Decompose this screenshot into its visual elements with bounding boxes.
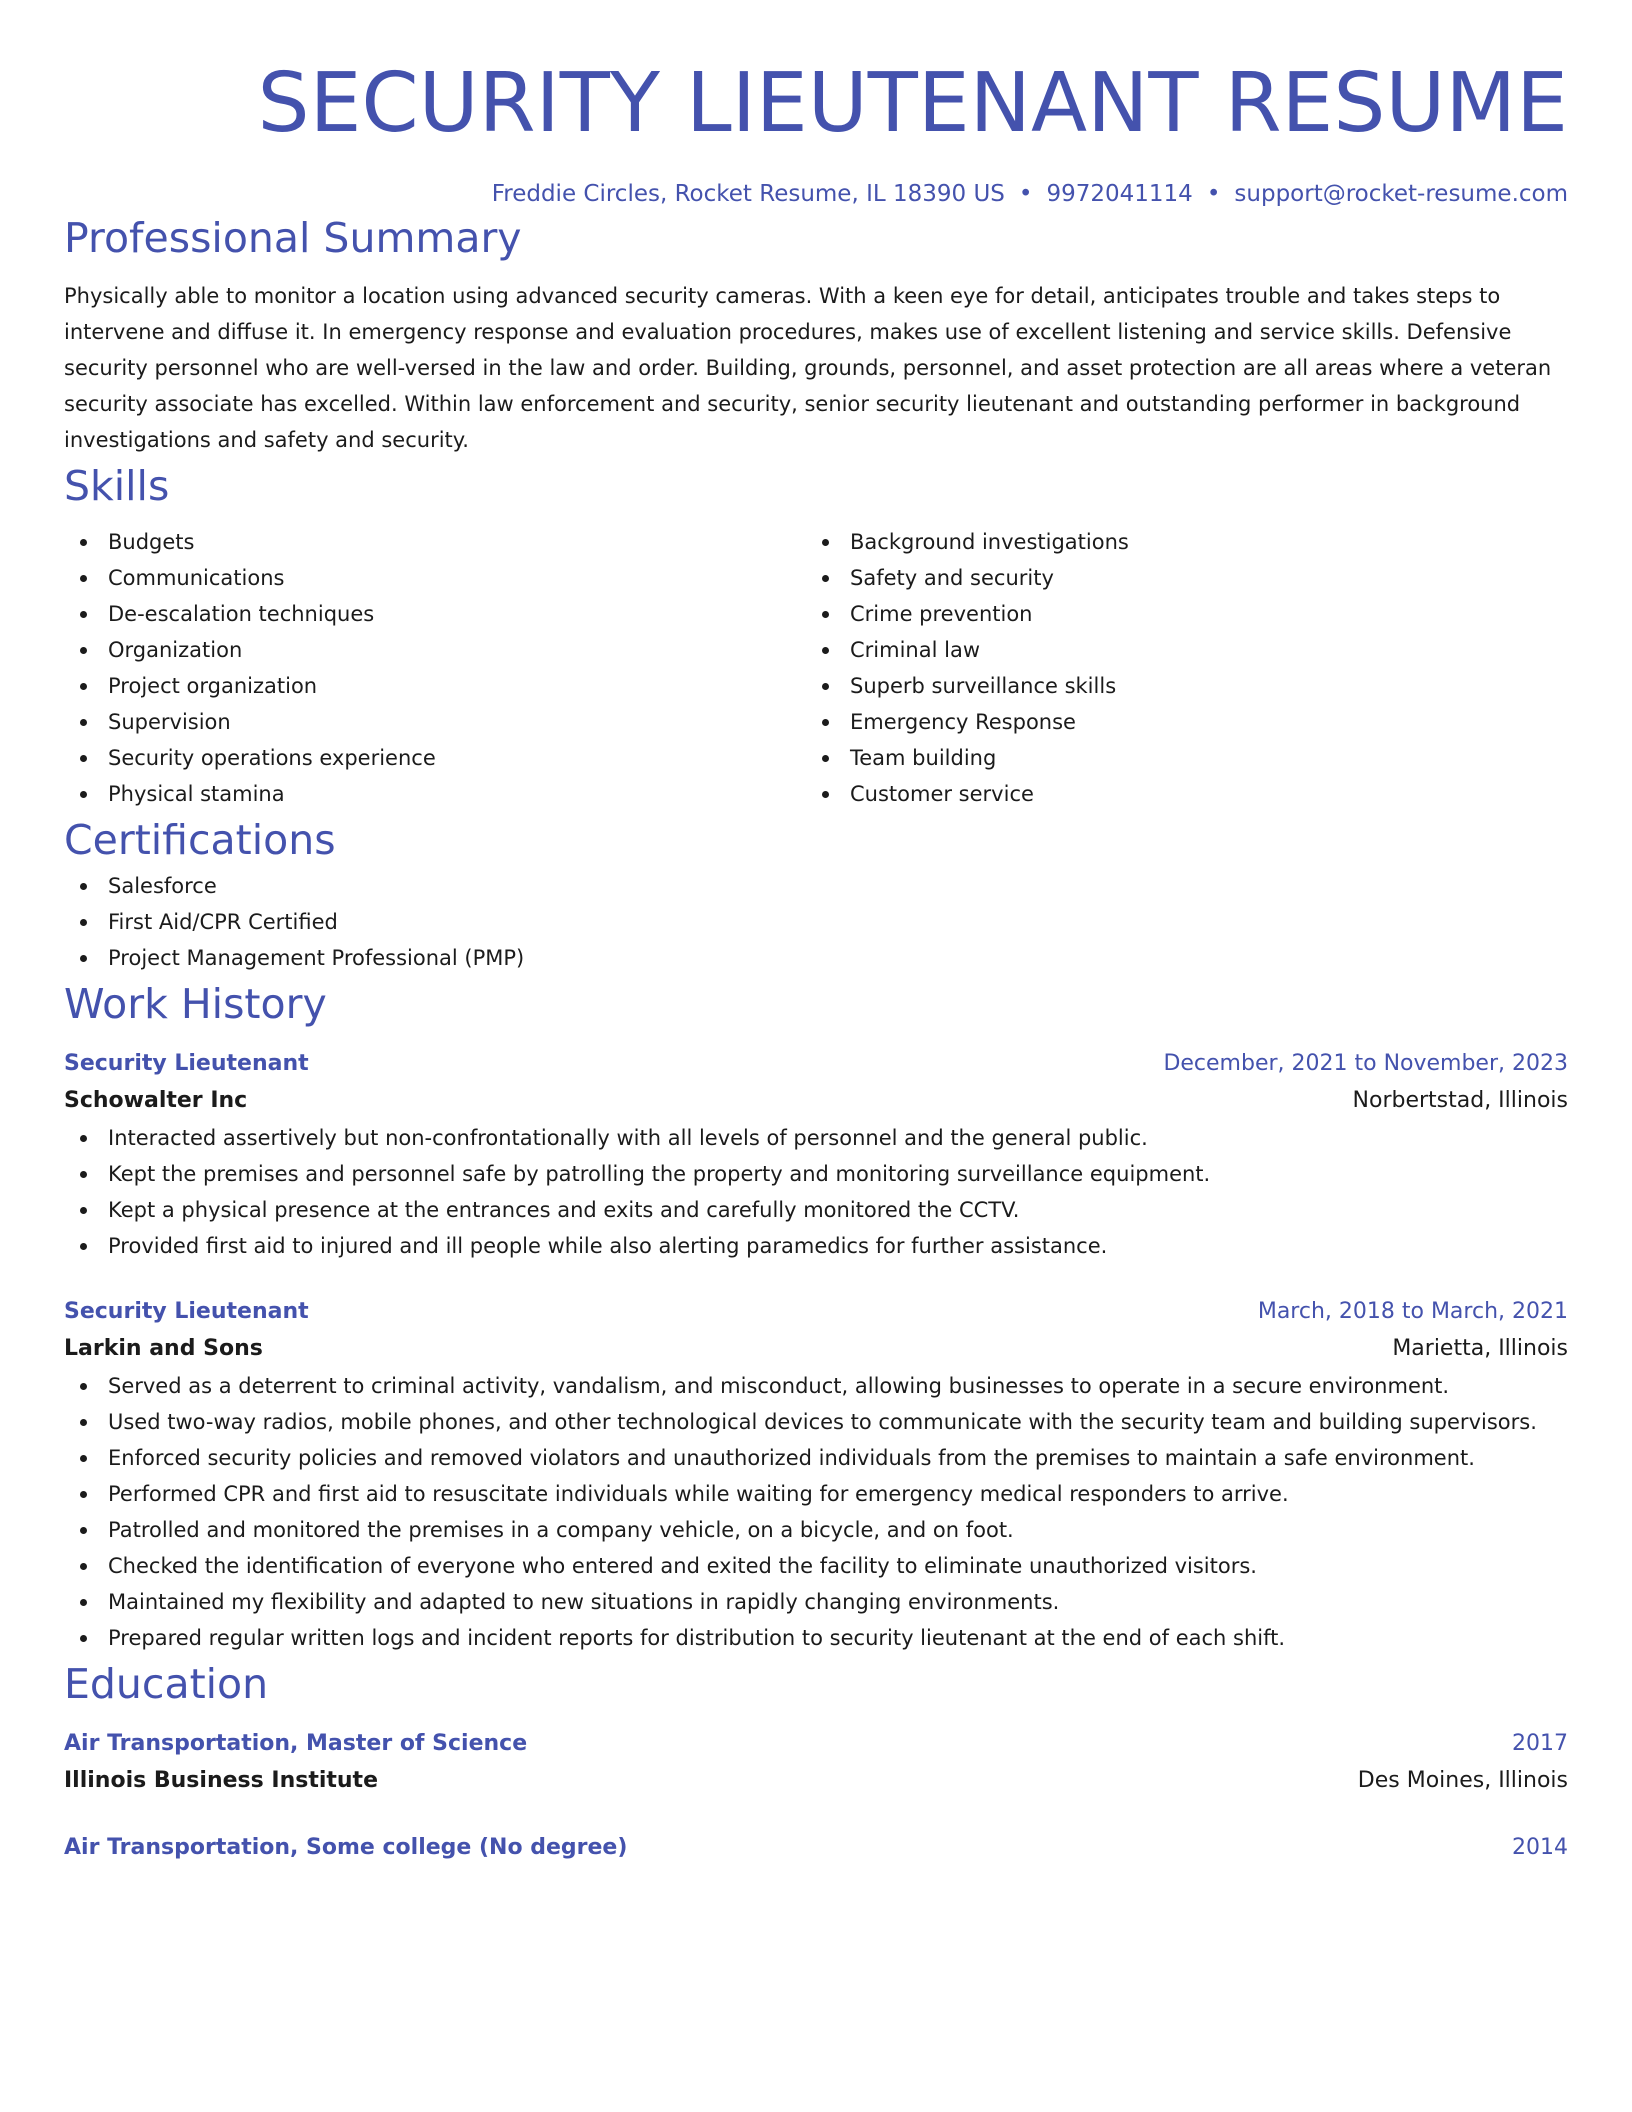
job-duty: Used two-way radios, mobile phones, and other technological devices to communicate with the security team and building supervisors. — [64, 1404, 1568, 1440]
education-entry — [64, 1726, 1568, 1800]
skill-item: Criminal law — [806, 632, 1548, 668]
resume-page — [64, 0, 1568, 1866]
skill-item: Communications — [64, 560, 806, 596]
job-duty: Maintained my flexibility and adapted to new situations in rapidly changing environments. — [64, 1584, 1568, 1620]
contact-email: support@rocket-resume.com — [1234, 181, 1568, 207]
work-history-section — [64, 976, 1568, 1656]
skill-item: Crime prevention — [806, 596, 1548, 632]
job-duty: Enforced security policies and removed violators and unauthorized individuals from the premises to maintain a safe environment. — [64, 1440, 1568, 1476]
skill-item: Background investigations — [806, 524, 1548, 560]
resume-title: SECURITY LIEUTENANT RESUME — [257, 56, 1568, 151]
education-heading: Education — [64, 1660, 269, 1708]
contact-separator: • — [1018, 181, 1033, 207]
skills-column-right — [806, 524, 1548, 812]
summary-heading: Professional Summary — [64, 214, 522, 262]
certification-item: Salesforce — [64, 868, 1568, 904]
contact-phone: 9972041114 — [1046, 181, 1193, 207]
skill-item: Project organization — [64, 668, 806, 704]
job-duty: Performed CPR and first aid to resuscitate individuals while waiting for emergency medical responders to arrive. — [64, 1476, 1568, 1512]
skills-heading: Skills — [64, 462, 170, 510]
certification-item: Project Management Professional (PMP) — [64, 940, 1568, 976]
job-entry — [64, 1046, 1568, 1264]
skill-item: Safety and security — [806, 560, 1548, 596]
certification-item: First Aid/CPR Certified — [64, 904, 1568, 940]
graduation-year: 2014 — [1512, 1835, 1568, 1860]
education-section — [64, 1656, 1568, 1866]
contact-address: Freddie Circles, Rocket Resume, IL 18390 US — [491, 181, 1005, 207]
degree-name: Air Transportation, Master of Science — [64, 1731, 528, 1756]
job-duty: Provided first aid to injured and ill people while also alerting paramedics for further assistance. — [64, 1228, 1568, 1264]
school-location: Des Moines, Illinois — [1357, 1768, 1568, 1793]
summary-text: Physically able to monitor a location using advanced security cameras. With a keen eye for detail, anticipates trouble and takes steps to intervene and diffuse it. In emergency response and evaluation procedures, makes use of excellent listening and service skills. Defensive security personnel who are well-versed in the law and order. Building, grounds, personnel, and asset protection are all areas where a veteran security associate has excelled. Within law enforcement and security, senior security lieutenant and outstanding performer in background investigations and safety and security. — [64, 284, 1552, 452]
work-history-heading: Work History — [64, 980, 327, 1028]
job-dates: March, 2018 to March, 2021 — [1257, 1299, 1568, 1324]
job-duties-list — [64, 1120, 1568, 1264]
certifications-heading: Certifications — [64, 816, 336, 864]
contact-separator: • — [1206, 181, 1221, 207]
skill-item: Security operations experience — [64, 740, 806, 776]
job-entry — [64, 1294, 1568, 1656]
job-title: Security Lieutenant — [64, 1051, 309, 1076]
skills-section — [64, 458, 1568, 812]
job-duty: Kept the premises and personnel safe by patrolling the property and monitoring surveillance equipment. — [64, 1156, 1568, 1192]
job-title: Security Lieutenant — [64, 1299, 309, 1324]
job-dates: December, 2021 to November, 2023 — [1163, 1051, 1568, 1076]
skill-item: Physical stamina — [64, 776, 806, 812]
job-location: Marietta, Illinois — [1392, 1336, 1568, 1361]
skill-item: Organization — [64, 632, 806, 668]
skill-item: Supervision — [64, 704, 806, 740]
job-duty: Patrolled and monitored the premises in a company vehicle, on a bicycle, and on foot. — [64, 1512, 1568, 1548]
job-duty: Interacted assertively but non-confrontationally with all levels of personnel and the general public. — [64, 1120, 1568, 1156]
skill-item: Emergency Response — [806, 704, 1548, 740]
job-duty: Prepared regular written logs and incident reports for distribution to security lieutenant at the end of each shift. — [64, 1620, 1568, 1656]
skills-list — [64, 524, 1568, 812]
job-duty: Kept a physical presence at the entrances and exits and carefully monitored the CCTV. — [64, 1192, 1568, 1228]
job-duties-list — [64, 1368, 1568, 1656]
contact-line — [64, 178, 1568, 210]
job-duty: Checked the identification of everyone who entered and exited the facility to eliminate unauthorized visitors. — [64, 1548, 1568, 1584]
education-entry — [64, 1830, 1568, 1866]
company-name: Schowalter Inc — [64, 1088, 248, 1113]
job-duty: Served as a deterrent to criminal activity, vandalism, and misconduct, allowing businesses to operate in a secure environment. — [64, 1368, 1568, 1404]
skill-item: Customer service — [806, 776, 1548, 812]
company-name: Larkin and Sons — [64, 1336, 263, 1361]
skill-item: Budgets — [64, 524, 806, 560]
skill-item: Team building — [806, 740, 1548, 776]
summary-section — [64, 210, 1568, 458]
skill-item: De-escalation techniques — [64, 596, 806, 632]
certifications-list — [64, 868, 1568, 976]
school-name: Illinois Business Institute — [64, 1768, 378, 1793]
skills-column-left — [64, 524, 806, 812]
certifications-section — [64, 812, 1568, 976]
job-location: Norbertstad, Illinois — [1352, 1088, 1568, 1113]
graduation-year: 2017 — [1512, 1731, 1568, 1756]
skill-item: Superb surveillance skills — [806, 668, 1548, 704]
degree-name: Air Transportation, Some college (No degree) — [64, 1835, 628, 1860]
